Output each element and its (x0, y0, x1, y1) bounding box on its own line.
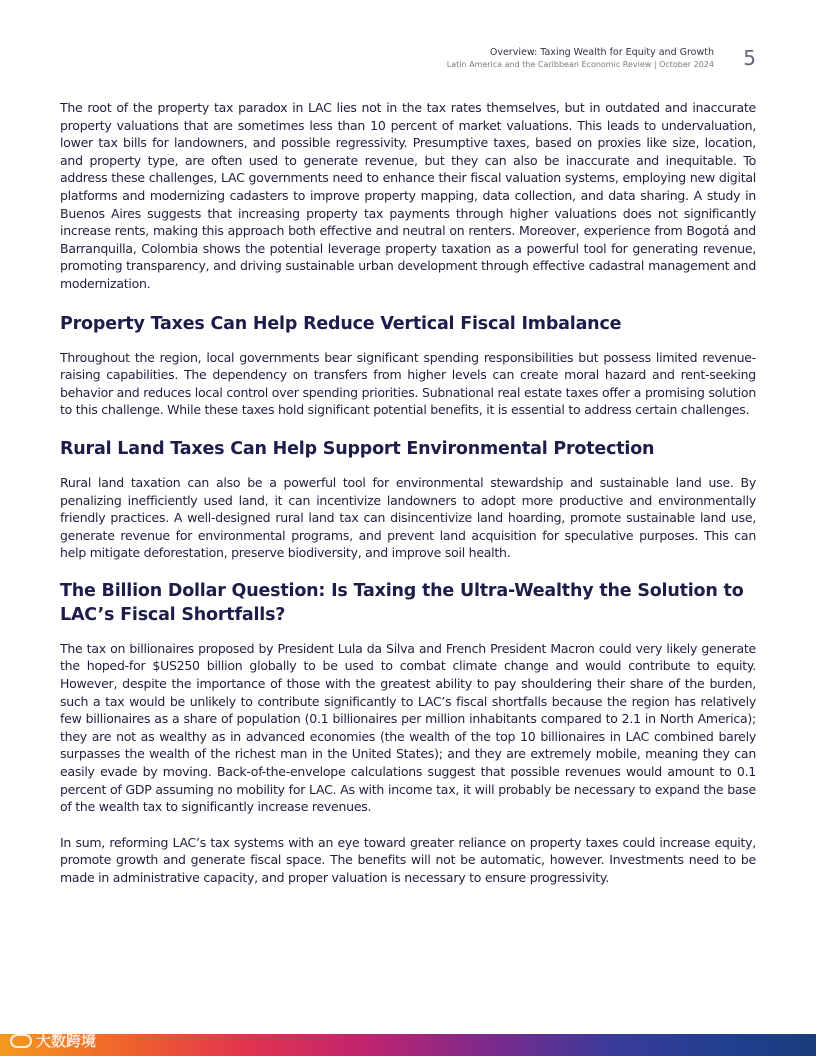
paragraph-vertical-fiscal-imbalance: Throughout the region, local governments bear significant spending responsibilities but possess limited revenue-raising capabilities. The dependency on transfers from higher levels can create moral hazard and rent-seeking behavior and reduces local control over spending priorities. Subnational real estate taxes offer a promising solution to this challenge. While these taxes hold significant potential benefits, it is essential to address certain challenges. (60, 349, 756, 418)
footer-color-band (0, 1034, 816, 1056)
running-header (447, 46, 714, 71)
heading-billion-dollar-question: The Billion Dollar Question: Is Taxing the Ultra-Wealthy the Solution to LAC’s Fiscal Shortfalls? (60, 580, 744, 625)
paragraph-conclusion: In sum, reforming LAC’s tax systems with an eye toward greater reliance on property taxes could increase equity, promote growth and generate fiscal space. The benefits will not be automatic, however. Investments need to be made in administrative capacity, and proper valuation is necessary to ensure progressivity. (60, 834, 756, 885)
page-number: 5 (743, 46, 756, 70)
heading-vertical-fiscal-imbalance: Property Taxes Can Help Reduce Vertical Fiscal Imbalance (60, 313, 622, 334)
page-body (60, 99, 756, 887)
watermark-text: 大数跨境 (36, 1032, 97, 1050)
running-header-title: Overview: Taxing Wealth for Equity and Growth (489, 47, 714, 58)
watermark (10, 1030, 96, 1051)
paragraph-billionaire-tax: The tax on billionaires proposed by President Lula da Silva and French President Macron could very likely generate the hoped-for $US250 billion globally to be used to combat climate change and would contribute to equity. However, despite the importance of those with the greatest ability to pay shouldering their share of the burden, such a tax would be unlikely to contribute significantly to LAC’s fiscal shortfalls because the region has relatively few billionaires as a share of population (0.1 billionaires per million inhabitants compared to 2.1 in North America); they are not as wealthy as in advanced economies (the wealth of the top 10 billionaires in LAC combined barely surpasses the wealth of the richest man in the United States); and they are extremely mobile, meaning they can easily evade by moving. Back-of-the-envelope calculations suggest that possible revenues would amount to 0.1 percent of GDP assuming no mobility for LAC. As with income tax, it will probably be necessary to expand the base of the wealth tax to significantly increase revenues. (60, 640, 756, 815)
paragraph-rural-land-taxes: Rural land taxation can also be a powerful tool for environmental stewardship and sustainable land use. By penalizing inefficiently used land, it can incentivize landowners to adopt more productive and environmentally friendly practices. A well-designed rural land tax can disincentivize land hoarding, promote sustainable land use, generate revenue for environmental programs, and prevent land acquisition for speculative purposes. This can help mitigate deforestation, preserve biodiversity, and improve soil health. (60, 474, 756, 561)
running-header-subtitle: Latin America and the Caribbean Economic Review | October 2024 (446, 60, 714, 69)
heading-rural-land-taxes: Rural Land Taxes Can Help Support Environmental Protection (60, 438, 655, 459)
watermark-logo-icon (10, 1034, 32, 1048)
paragraph-property-valuation: The root of the property tax paradox in LAC lies not in the tax rates themselves, but in outdated and inaccurate property valuations that are sometimes less than 10 percent of market valuations. This leads to undervaluation, lower tax bills for landowners, and possible regressivity. Presumptive taxes, based on proxies like size, location, and property type, are often used to generate revenue, but they can also be inaccurate and inequitable. To address these challenges, LAC governments need to enhance their fiscal valuation systems, employing new digital platforms and modernizing cadasters to improve property mapping, data collection, and data sharing. A study in Buenos Aires suggests that increasing property tax payments through higher valuations does not significantly increase rents, making this approach both effective and neutral on renters. Moreover, experience from Bogotá and Barranquilla, Colombia shows the potential leverage property taxation as a powerful tool for generating revenue, promoting transparency, and driving sustainable urban development through effective cadastral management and modernization. (60, 100, 756, 291)
